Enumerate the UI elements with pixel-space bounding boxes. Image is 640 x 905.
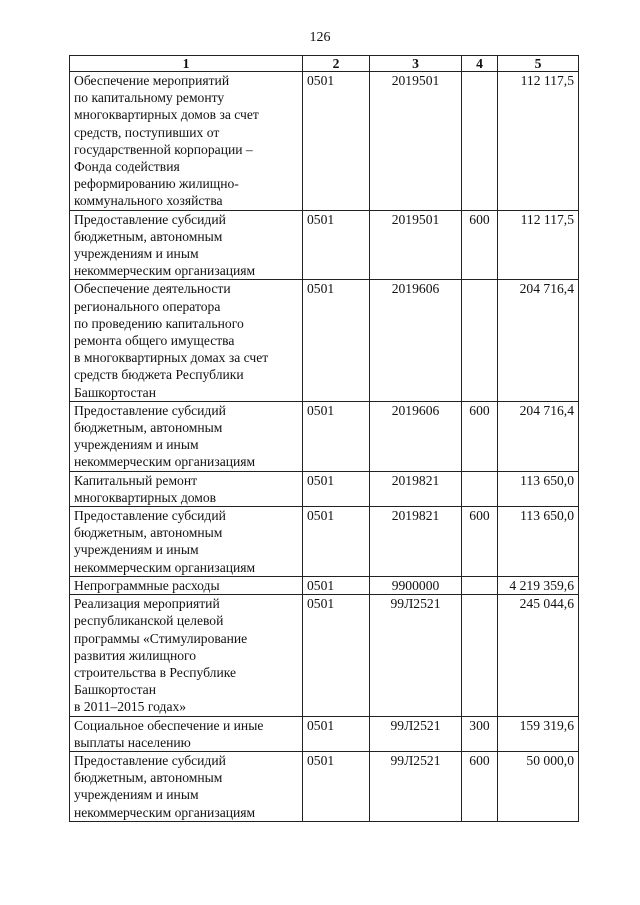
expense-kind-cell: 600 (462, 507, 498, 577)
expense-name-cell (70, 280, 303, 401)
amount-cell: 112 117,5 (498, 72, 579, 211)
target-article-cell: 2019501 (370, 72, 462, 211)
column-header-1: 1 (70, 56, 303, 72)
section-code-cell: 0501 (303, 507, 370, 577)
expense-name-cell (70, 507, 303, 577)
expense-name-line: выплаты населению (74, 734, 191, 750)
section-code-cell: 0501 (303, 210, 370, 280)
target-article-cell: 99Л2521 (370, 595, 462, 716)
expense-name-line: государственной корпорации – (74, 141, 253, 157)
column-header-2: 2 (303, 56, 370, 72)
expense-name-line: республиканской целевой (74, 613, 224, 629)
expense-name-line: Реализация мероприятий (74, 596, 220, 612)
table-row (70, 576, 579, 594)
expense-kind-cell (462, 471, 498, 506)
expense-name-line: регионального оператора (74, 298, 221, 314)
budget-table (69, 55, 579, 822)
expense-name-line: Непрограммные расходы (74, 577, 220, 593)
expense-kind-cell (462, 576, 498, 594)
amount-cell: 204 716,4 (498, 401, 579, 471)
expense-name-line: некоммерческим организациям (74, 804, 256, 820)
expense-name-line: Обеспечение мероприятий (74, 73, 230, 88)
page-number: 126 (309, 30, 331, 45)
section-code-cell: 0501 (303, 576, 370, 594)
expense-name-line: ремонта общего имущества (74, 333, 235, 349)
target-article-cell: 2019821 (370, 471, 462, 506)
expense-kind-cell: 600 (462, 751, 498, 821)
expense-name-line: Башкортостан (74, 384, 156, 400)
expense-name-line: учреждениям и иным (74, 787, 199, 803)
amount-cell: 113 650,0 (498, 471, 579, 506)
expense-name-line: по проведению капитального (74, 315, 244, 331)
expense-name-cell (70, 72, 303, 211)
section-code-cell: 0501 (303, 280, 370, 401)
target-article-cell: 2019821 (370, 507, 462, 577)
expense-name-line: в многоквартирных домах за счет (74, 350, 269, 366)
section-code-cell: 0501 (303, 595, 370, 716)
amount-cell: 113 650,0 (498, 507, 579, 577)
expense-kind-cell: 600 (462, 401, 498, 471)
expense-name-line: программы «Стимулирование (74, 630, 248, 646)
expense-name-line: учреждениям и иным (74, 437, 199, 453)
table-row (70, 72, 579, 211)
expense-name-line: реформированию жилищно- (74, 176, 239, 192)
expense-name-line: Предоставление субсидий (74, 402, 226, 418)
amount-cell: 4 219 359,6 (498, 576, 579, 594)
expense-name-line: Капитальный ремонт (74, 472, 198, 488)
expense-name-line: многоквартирных домов (74, 489, 217, 505)
target-article-cell: 2019606 (370, 280, 462, 401)
expense-name-line: бюджетным, автономным (74, 525, 223, 541)
table-row (70, 595, 579, 716)
expense-name-line: средств, поступивших от (74, 124, 220, 140)
table-body (70, 72, 579, 822)
section-code-cell: 0501 (303, 471, 370, 506)
expense-name-line: средств бюджета Республики (74, 367, 244, 383)
target-article-cell: 9900000 (370, 576, 462, 594)
target-article-cell: 2019606 (370, 401, 462, 471)
expense-name-line: некоммерческим организациям (74, 263, 256, 279)
table-row (70, 401, 579, 471)
section-code-cell: 0501 (303, 751, 370, 821)
column-header-3: 3 (370, 56, 462, 72)
expense-name-line: Фонда содействия (74, 159, 180, 175)
expense-name-cell (70, 576, 303, 594)
expense-name-line: строительства в Республике (74, 664, 237, 680)
expense-name-cell (70, 751, 303, 821)
amount-cell: 50 000,0 (498, 751, 579, 821)
table-row (70, 716, 579, 751)
expense-name-line: учреждениям и иным (74, 246, 199, 262)
expense-name-line: некоммерческим организациям (74, 559, 256, 575)
target-article-cell: 99Л2521 (370, 751, 462, 821)
amount-cell: 159 319,6 (498, 716, 579, 751)
table-row (70, 507, 579, 577)
amount-cell: 245 044,6 (498, 595, 579, 716)
expense-name-line: многоквартирных домов за счет (74, 107, 259, 123)
expense-name-line: учреждениям и иным (74, 542, 199, 558)
expense-name-cell (70, 595, 303, 716)
target-article-cell: 2019501 (370, 210, 462, 280)
table-row (70, 210, 579, 280)
target-article-cell: 99Л2521 (370, 716, 462, 751)
expense-name-line: Обеспечение деятельности (74, 281, 231, 297)
expense-name-cell (70, 210, 303, 280)
expense-name-cell (70, 401, 303, 471)
expense-name-line: развития жилищного (74, 647, 197, 663)
section-code-cell: 0501 (303, 72, 370, 211)
expense-name-line: бюджетным, автономным (74, 228, 223, 244)
expense-name-line: Предоставление субсидий (74, 211, 226, 227)
table-row (70, 751, 579, 821)
table-header-row (70, 56, 579, 72)
section-code-cell: 0501 (303, 401, 370, 471)
expense-name-cell (70, 716, 303, 751)
expense-kind-cell (462, 280, 498, 401)
expense-name-line: бюджетным, автономным (74, 770, 223, 786)
amount-cell: 112 117,5 (498, 210, 579, 280)
expense-kind-cell: 600 (462, 210, 498, 280)
table-row (70, 280, 579, 401)
column-header-5: 5 (498, 56, 579, 72)
amount-cell: 204 716,4 (498, 280, 579, 401)
expense-name-line: некоммерческим организациям (74, 454, 256, 470)
expense-name-line: Предоставление субсидий (74, 752, 226, 768)
expense-name-line: в 2011–2015 годах» (74, 699, 187, 715)
section-code-cell: 0501 (303, 716, 370, 751)
expense-kind-cell: 300 (462, 716, 498, 751)
column-header-4: 4 (462, 56, 498, 72)
expense-kind-cell (462, 72, 498, 211)
expense-kind-cell (462, 595, 498, 716)
expense-name-line: по капитальному ремонту (74, 90, 225, 106)
expense-name-line: бюджетным, автономным (74, 420, 223, 436)
expense-name-line: коммунального хозяйства (74, 193, 223, 209)
expense-name-line: Предоставление субсидий (74, 508, 226, 524)
expense-name-line: Башкортостан (74, 682, 156, 698)
expense-name-line: Социальное обеспечение и иные (74, 717, 264, 733)
expense-name-cell (70, 471, 303, 506)
table-row (70, 471, 579, 506)
